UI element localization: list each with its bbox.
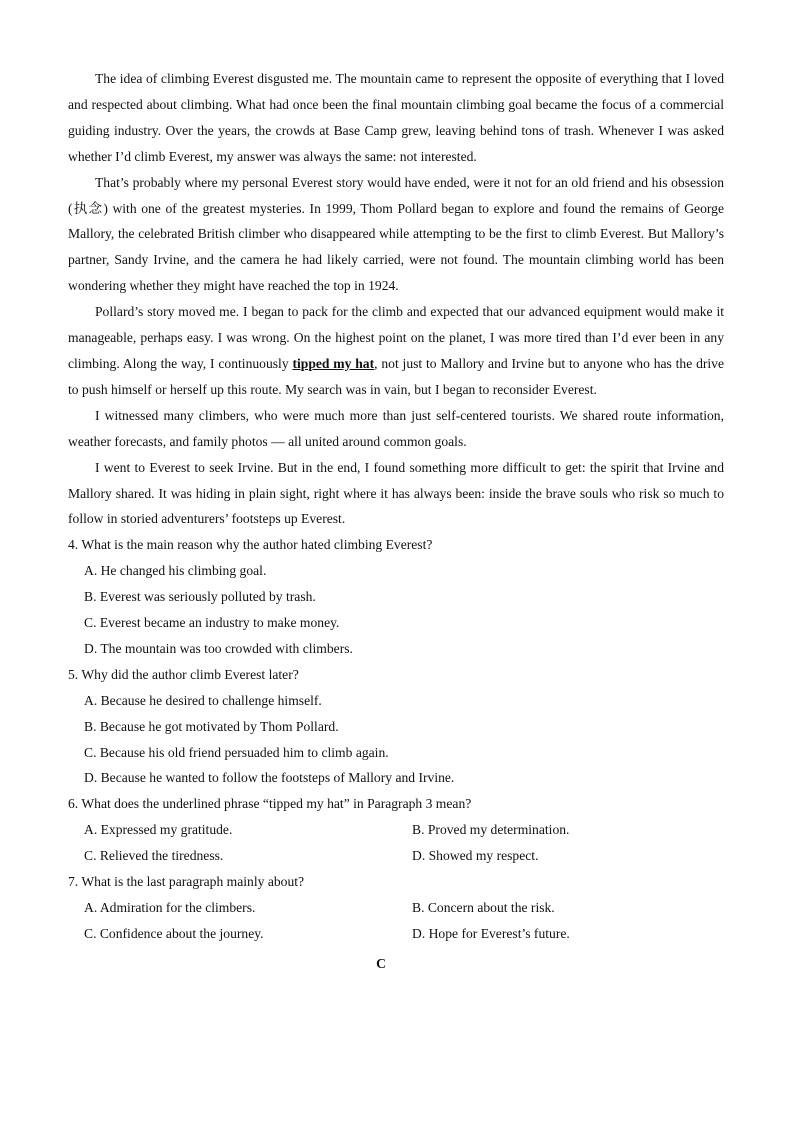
paragraph-3-text-end: , not just to Mallory and Irvine but to anyone who has the drive to push himself or herself up this route. My search was in vain, but I began to reconsider Everest. — [68, 355, 725, 397]
option-d: D. Hope for Everest’s future. — [412, 925, 570, 941]
question-stem: 4. What is the main reason why the author hated climbing Everest? — [68, 537, 433, 553]
question-4 — [68, 532, 724, 662]
option-d: D. The mountain was too crowded with climbers. — [84, 640, 353, 656]
exam-page — [68, 66, 724, 977]
passage-paragraph-3 — [68, 299, 724, 403]
underlined-phrase: tipped my hat — [292, 355, 375, 371]
option-c: C. Because his old friend persuaded him to climb again. — [84, 744, 389, 760]
option-c: C. Everest became an industry to make money. — [84, 615, 340, 631]
question-7 — [68, 869, 724, 947]
option-c: C. Relieved the tiredness. — [84, 848, 224, 864]
passage-paragraph-1: The idea of climbing Everest disgusted me. The mountain came to represent the opposite of everything that I loved and respected about climbing. What had once been the final mountain climbing goal became the focus of a commercial guiding industry. Over the years, the crowds at Base Camp grew, leaving behind tons of trash. Whenever I was asked whether I’d climb Everest, my answer was always the same: not interested. — [68, 71, 724, 164]
option-c: C. Confidence about the journey. — [84, 925, 264, 941]
question-6 — [68, 791, 724, 869]
passage-paragraph-4: I witnessed many climbers, who were much more than just self-centered tourists. We shared route information, weather forecasts, and family photos — all united around common goals. — [68, 407, 724, 449]
option-a: A. Expressed my gratitude. — [84, 822, 233, 838]
question-5 — [68, 662, 724, 792]
option-a: A. He changed his climbing goal. — [84, 563, 267, 579]
option-b: B. Because he got motivated by Thom Pollard. — [84, 718, 339, 734]
option-row — [68, 843, 724, 869]
question-stem: 5. Why did the author climb Everest later? — [68, 666, 299, 682]
paragraph-3-text-start: Pollard’s story moved me. I began to pack for the climb and expected that our advanced equipment would make it manageable, perhaps easy. I was wrong. On the highest point on the planet, I was more tired than I’d ever been in any climbing. Along the way, I continuously — [68, 304, 724, 371]
option-row — [68, 895, 724, 921]
option-row — [68, 921, 724, 947]
option-d: D. Because he wanted to follow the footsteps of Mallory and Irvine. — [84, 770, 455, 786]
option-b: B. Proved my determination. — [412, 822, 570, 838]
option-a: A. Because he desired to challenge himself. — [84, 692, 322, 708]
question-stem: 6. What does the underlined phrase “tipped my hat” in Paragraph 3 mean? — [68, 796, 472, 812]
passage-paragraph-2: That’s probably where my personal Everest story would have ended, were it not for an old friend and his obsession (执念) with one of the greatest mysteries. In 1999, Thom Pollard began to explore and found the remains of George Mallory, the celebrated British climber who disappeared while attempting to be the first to climb Everest. But Mallory’s partner, Sandy Irvine, and the camera he had likely carried, were not found. The mountain climbing world has been wondering whether they might have reached the top in 1924. — [68, 174, 724, 294]
section-heading: C — [376, 955, 386, 971]
option-a: A. Admiration for the climbers. — [84, 900, 256, 915]
question-stem: 7. What is the last paragraph mainly about? — [68, 874, 305, 890]
option-d: D. Showed my respect. — [412, 848, 539, 864]
option-b: B. Everest was seriously polluted by trash. — [84, 589, 316, 605]
passage-paragraph-5: I went to Everest to seek Irvine. But in the end, I found something more difficult to get: the spirit that Irvine and Mallory shared. It was hiding in plain sight, right where it has always been: inside the brave souls who risk so much to follow in storied adventurers’ footsteps up Everest. — [68, 459, 724, 527]
option-row — [68, 817, 724, 843]
option-b: B. Concern about the risk. — [412, 900, 555, 915]
